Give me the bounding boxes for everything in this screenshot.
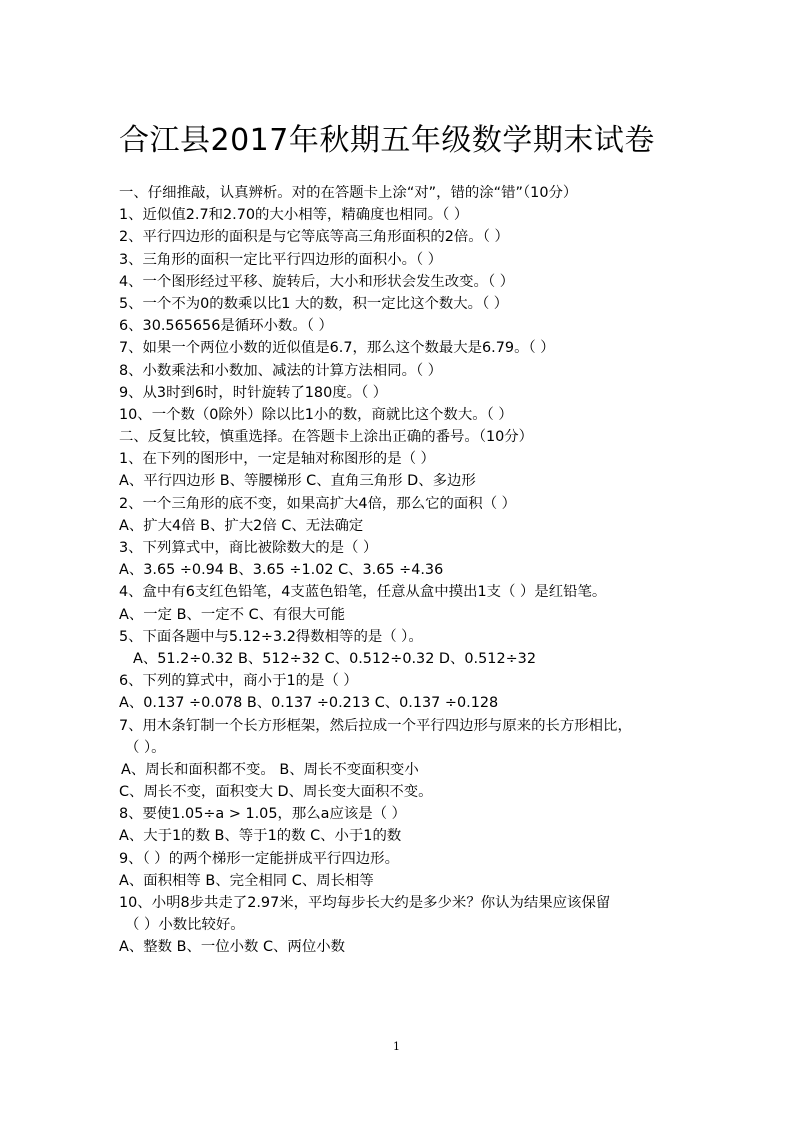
question-text: 8、小数乘法和小数加、减法的计算方法相同。（ ） bbox=[119, 362, 443, 379]
section-heading: 一、仔细推敲，认真辨析。对的在答题卡上涂“对”，错的涂“错”（10分） bbox=[119, 185, 578, 201]
question-text: 3、三角形的面积一定比平行四边形的面积小。（ ） bbox=[119, 251, 443, 268]
answer-options: A、51.2÷0.32 B、512÷32 C、0.512÷0.32 D、0.512÷32 bbox=[133, 650, 536, 667]
question-text: 6、30.565656是循环小数。（ ） bbox=[119, 318, 333, 335]
answer-options: A、周长和面积都不变。 B、周长不变面积变小 bbox=[121, 761, 419, 778]
question-text: 2、一个三角形的底不变，如果高扩大4倍，那么它的面积（ ） bbox=[119, 495, 517, 512]
answer-options: A、平行四边形 B、等腰梯形 C、直角三角形 D、多边形 bbox=[119, 473, 476, 490]
answer-options: A、0.137 ÷0.078 B、0.137 ÷0.213 C、0.137 ÷0.128 bbox=[119, 695, 499, 712]
question-text: 4、一个图形经过平移、旋转后，大小和形状会发生改变。（ ） bbox=[119, 273, 515, 290]
question-text: 2、平行四边形的面积是与它等底等高三角形面积的2倍。（ ） bbox=[119, 229, 509, 246]
answer-options: C、周长不变，面积变大 D、周长变大面积不变。 bbox=[119, 784, 433, 801]
question-text: 9、从3时到6时，时针旋转了180度。（ ） bbox=[119, 384, 388, 401]
question-text: 7、用木条钉制一个长方形框架，然后拉成一个平行四边形与原来的长方形相比， bbox=[119, 717, 632, 734]
answer-options: A、大于1的数 B、等于1的数 C、小于1的数 bbox=[119, 828, 402, 845]
question-text: 4、盒中有6支红色铅笔，4支蓝色铅笔，任意从盒中摸出1支（ ）是红铅笔。 bbox=[119, 584, 607, 601]
question-text: 10、小明8步共走了2.97米，平均每步长大约是多少米？你认为结果应该保留 bbox=[119, 895, 611, 911]
section-heading: 二、反复比较，慎重选择。在答题卡上涂出正确的番号。（10分） bbox=[119, 429, 534, 446]
question-text: 1、在下列的图形中，一定是轴对称图形的是（ ） bbox=[119, 451, 435, 468]
page-number: 1 bbox=[393, 1040, 400, 1053]
question-text: 1、近似值2.7和2.70的大小相等，精确度也相同。（ ） bbox=[119, 207, 469, 224]
answer-options: A、一定 B、一定不 C、有很大可能 bbox=[119, 606, 345, 623]
question-text-continued: （ ）。 bbox=[125, 739, 166, 756]
answer-options: A、面积相等 B、完全相同 C、周长相等 bbox=[119, 872, 374, 889]
question-text: 5、一个不为0的数乘以比1 大的数，积一定比这个数大。（ ） bbox=[119, 295, 509, 312]
question-text: 6、下列的算式中，商小于1的是（ ） bbox=[119, 673, 358, 690]
answer-options: A、扩大4倍 B、扩大2倍 C、无法确定 bbox=[119, 517, 364, 534]
page-title: 合江县2017年秋期五年级数学期末试卷 bbox=[119, 123, 655, 158]
exam-content bbox=[119, 182, 689, 959]
question-text: 3、下列算式中，商比被除数大的是（ ） bbox=[119, 540, 378, 556]
question-text: 5、下面各题中与5.12÷3.2得数相等的是（ ）。 bbox=[119, 628, 423, 645]
question-text: 9、（ ）的两个梯形一定能拼成平行四边形。 bbox=[119, 850, 399, 867]
question-text-continued: （ ）小数比较好。 bbox=[125, 917, 245, 934]
answer-options: A、整数 B、一位小数 C、两位小数 bbox=[119, 939, 345, 956]
question-text: 8、要使1.05÷a > 1.05，那么a应该是（ ） bbox=[119, 806, 407, 823]
question-text: 7、如果一个两位小数的近似值是6.7，那么这个数最大是6.79。（ ） bbox=[119, 340, 555, 357]
question-text: 10、一个数（0除外）除以比1小的数，商就比这个数大。（ ） bbox=[119, 406, 513, 423]
answer-options: A、3.65 ÷0.94 B、3.65 ÷1.02 C、3.65 ÷4.36 bbox=[119, 562, 444, 579]
